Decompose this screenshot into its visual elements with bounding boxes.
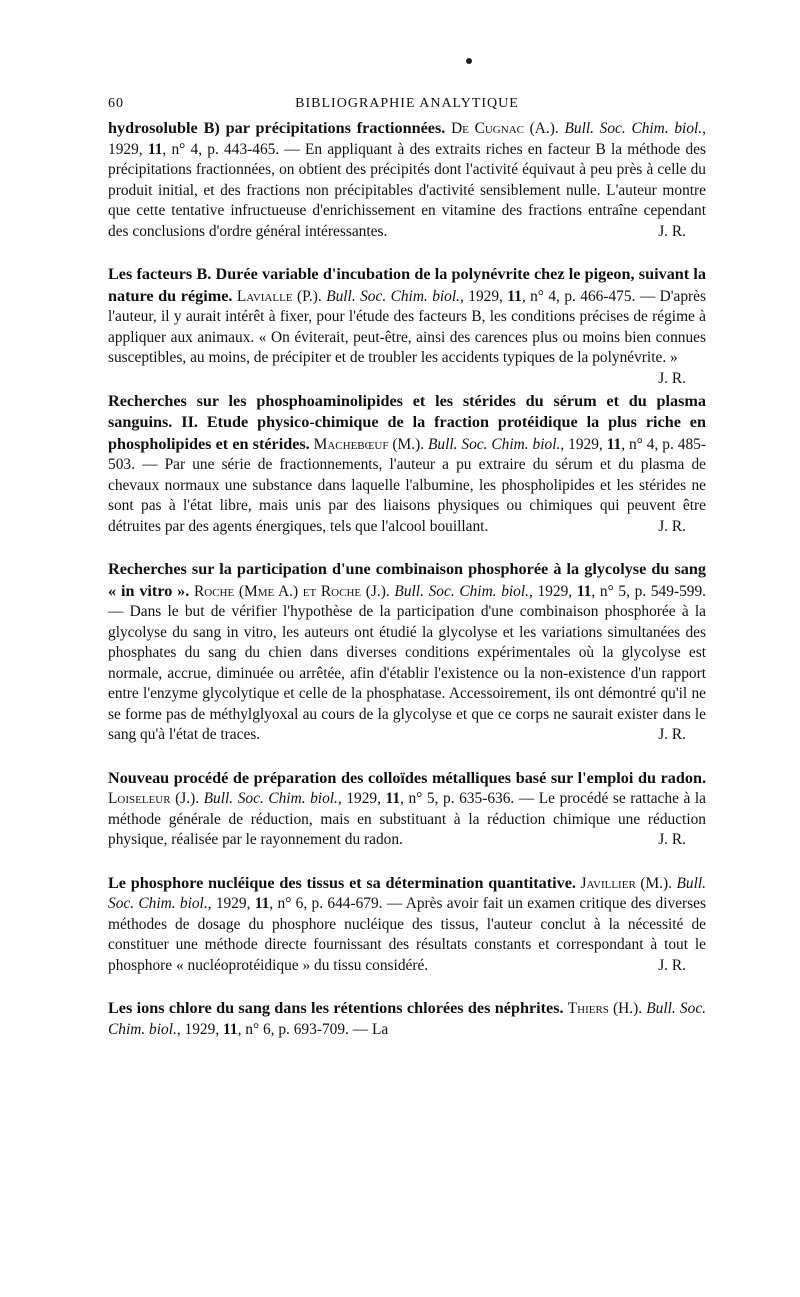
entry-summary: — D'après l'auteur, il y aurait intérêt à fixer, pour l'étude des facteurs B, les conditions précises de régime à appliquer aux animaux. « On éviterait, peut-être, ainsi des carences plus ou moins bien connues susceptibles, au moins, de précipiter et de troubler les accidents typiques de la polynévrite. » [108,287,706,366]
bibliography-entry [108,873,706,977]
bibliography-entry [108,264,706,387]
entry-year: , 1929, [529,582,577,600]
entry-volume: 11 [147,140,163,158]
entry-title: hydrosoluble B) par précipitations fractionnées. [108,119,446,137]
bibliography-entry [108,391,706,538]
bibliography-list [108,118,706,1040]
entry-summary: — La [348,1020,389,1038]
entry-author: Roche (Mme A.) et Roche (J.). [194,582,390,600]
entry-summary: — Le procédé se rattache à la méthode générale de réduction, mais en substituant à la réduction chimique une réduction physique, réalisée par le rayonnement du radon. [108,790,706,848]
entry-year: , 1929, [459,287,508,305]
entry-volume: 11 [576,582,592,600]
entry-title: Les ions chlore du sang dans les rétentions chlorées des néphrites. [108,999,564,1017]
entry-journal: Bull. Soc. Chim. biol. [203,790,338,807]
entry-title: Recherches sur les phosphoaminolipides et les stérides du sérum et du plasma sanguins. II. Etude physico-chimique de la fraction protéidique la plus riche en phospholipides et en stérides. [108,391,706,453]
entry-year: , 1929, [108,120,706,158]
entry-title: Le phosphore nucléique des tissus et sa détermination quantitative. [108,873,576,892]
entry-journal: Bull. Soc. Chim. biol. [108,874,706,912]
entry-title: Recherches sur la participation d'une combinaison phosphorée à la glycolyse du sang « in vitro ». [108,560,706,600]
entry-signature: J. R. [658,369,686,387]
bibliography-entry [108,559,706,746]
entry-signature: J. R. [658,726,686,743]
entry-signature: J. R. [658,956,686,974]
entry-author: De Cugnac (A.). [451,120,559,137]
entry-author: Loiseleur (J.). [108,790,200,807]
page [108,96,706,1040]
running-header [108,96,706,118]
entry-author: Thiers (H.). [567,1000,643,1017]
entry-journal: Bull. Soc. Chim. biol. [394,582,529,600]
entry-pages: , n° 4, p. 485-503. [108,435,706,473]
entry-journal: Bull. Soc. Chim. biol. [326,287,460,305]
entry-pages: , n° 6, p. 693-709. [237,1020,349,1038]
entry-volume: 11 [385,790,401,807]
entry-volume: 11 [606,435,622,453]
entry-title: Nouveau procédé de préparation des colloïdes métalliques basé sur l'emploi du radon. [108,768,706,787]
entry-pages: , n° 5, p. 549-599. [591,582,706,600]
entry-volume: 11 [223,1020,238,1038]
bibliography-entry [108,118,706,242]
entry-journal: Bull. Soc. Chim. biol. [427,435,561,453]
entry-author: Javillier (M.). [580,874,672,892]
entry-author: Machebœuf (M.). [313,435,425,453]
bibliography-entry [108,768,706,851]
entry-year: , 1929, [176,1020,224,1038]
entry-volume: 11 [507,287,522,305]
entry-pages: , n° 4, p. 443-465. [162,140,280,158]
entry-pages: , n° 5, p. 635-636. [400,790,515,807]
entry-author: Lavialle (P.). [236,287,322,305]
page-number: 60 [108,96,124,111]
entry-journal: Bull. Soc. Chim. biol. [564,120,703,137]
entry-signature: J. R. [658,222,686,240]
entry-year: , 1929, [207,895,255,912]
entry-title: Les facteurs B. Durée variable d'incubation de la polynévrite chez le pigeon, suivant la nature du régime. [108,265,706,305]
entry-year: , 1929, [560,435,607,453]
entry-signature: J. R. [658,831,686,848]
entry-summary: — En appliquant à des extraits riches en facteur B la méthode des précipitations fractionnées, on obtient des précipités dont l'activité équivaut à peu près à celle du produit initial, et des fractions non précipitables d'activité sensiblement nulle. L'auteur montre que cette tentative infructueuse d'enrichissement en vitamine des fractions entraîne cependant des conclusions d'ordre général intéressantes. [108,140,706,240]
entry-year: , 1929, [337,790,386,807]
running-title: BIBLIOGRAPHIE ANALYTIQUE [295,96,519,111]
entry-summary: — Dans le but de vérifier l'hypothèse de la participation d'une combinaison phosphorée à la glycolyse du sang in vitro, les auteurs ont étudié la glycolyse et les variations simultanées des phosphates du sang du chien dans diverses conditions expérimentales où la glycolyse est normale, accrue, diminuée ou arrêtée, afin d'établir l'existence ou la non-existence d'un rapport entre l'enzyme glycolytique et celle de la phosphatase. Accessoirement, ils ont démontré qu'il ne se forme pas de méthylglyoxal au cours de la glycolyse et que ce corps ne saurait exister dans le sang qu'à l'état de traces. [108,603,706,743]
entry-pages: , n° 6, p. 644-679. [269,895,383,912]
bibliography-entry [108,998,706,1040]
entry-signature: J. R. [658,517,686,535]
entry-journal: Bull. Soc. Chim. biol. [108,1000,706,1038]
entry-summary: — Après avoir fait un examen critique des diverses méthodes de dosage du phosphore nucléique des tissus, l'auteur conclut à la nécessité de constituer une méthode directe fournissant des résultats constants et correspondant à tout le phosphore « nucléoprotéidique » du tissu considéré. [108,895,706,974]
ink-dot [466,58,472,64]
entry-volume: 11 [254,895,270,912]
entry-summary: — Par une série de fractionnements, l'auteur a pu extraire du sérum et du plasma de chevaux normaux une substance dans laquelle l'albumine, les phospholipides et les stérides ne sont pas à l'état libre, mais unis par des liaisons physiques ou chimiques qui peuvent être détruites par des agents énergiques, tels que l'alcool bouillant. [108,456,706,535]
entry-pages: , n° 4, p. 466-475. [521,287,636,305]
